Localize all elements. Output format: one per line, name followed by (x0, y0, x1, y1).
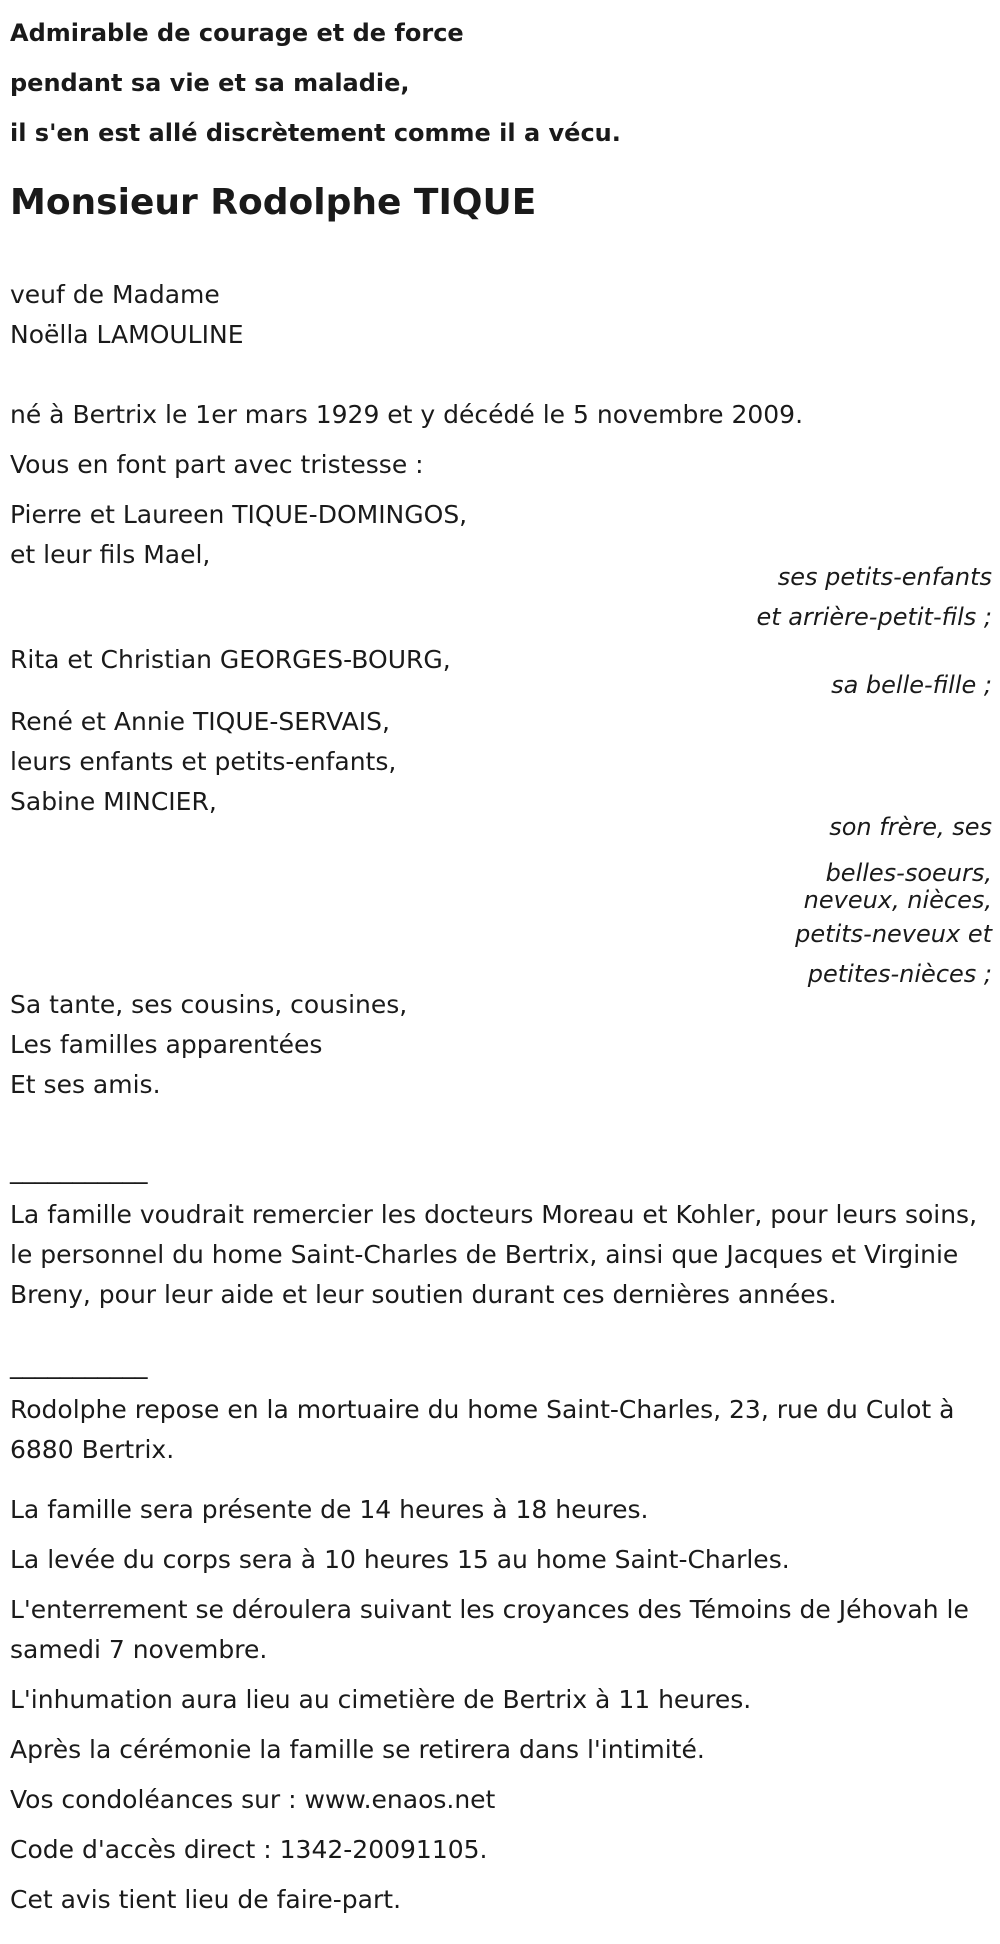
role-line: belles-soeurs, (825, 859, 992, 887)
widow-of (10, 275, 243, 355)
role-line: ses petits-enfants (777, 563, 992, 591)
announcement-line: Vous en font part avec tristesse : (10, 450, 424, 479)
family-line: René et Annie TIQUE-SERVAIS, (10, 707, 390, 736)
role-line: son frère, ses (829, 813, 992, 841)
intro-line: il s'en est allé discrètement comme il a vécu. (10, 119, 621, 147)
detail-paragraph: L'inhumation aura lieu au cimetière de Bertrix à 11 heures. (10, 1685, 752, 1714)
detail-paragraph: Après la cérémonie la famille se retirera dans l'intimité. (10, 1735, 705, 1764)
birth-death-line: né à Bertrix le 1er mars 1929 et y décédé le 5 novembre 2009. (10, 400, 804, 429)
separator-line: ___________ (10, 1350, 148, 1379)
family-role-1 (756, 557, 992, 637)
widow-line: Noëlla LAMOULINE (10, 320, 244, 349)
other-line: Les familles apparentées (10, 1030, 323, 1059)
family-line: et leur fils Mael, (10, 540, 211, 569)
other-relatives (10, 985, 407, 1105)
family-group-3 (10, 702, 396, 822)
detail-paragraph: L'enterrement se déroulera suivant les croyances des Témoins de Jéhovah le samedi 7 novembre. (10, 1595, 969, 1664)
family-group-2: Rita et Christian GEORGES-BOURG, (10, 645, 451, 674)
other-line: Et ses amis. (10, 1070, 161, 1099)
family-line: leurs enfants et petits-enfants, (10, 747, 397, 776)
family-role-2: sa belle-fille ; (831, 671, 992, 699)
role-line: petites-nièces ; (807, 960, 992, 988)
intro-line: pendant sa vie et sa maladie, (10, 69, 410, 97)
role-line: neveux, nièces, (803, 886, 992, 914)
family-line: Sabine MINCIER, (10, 787, 217, 816)
intro-quote (10, 8, 621, 158)
detail-paragraph: La famille sera présente de 14 heures à 18 heures. (10, 1495, 649, 1524)
family-role-3 (795, 807, 992, 994)
widow-line: veuf de Madame (10, 280, 220, 309)
family-line: Pierre et Laureen TIQUE-DOMINGOS, (10, 500, 468, 529)
thanks-paragraph: La famille voudrait remercier les docteurs Moreau et Kohler, pour leurs soins, le personnel du home Saint-Charles de Bertrix, ainsi que Jacques et Virginie Breny, pour leur aide et leur soutien durant ces dernières années. (10, 1200, 978, 1309)
detail-paragraph: La levée du corps sera à 10 heures 15 au home Saint-Charles. (10, 1545, 790, 1574)
family-group-1 (10, 495, 467, 575)
closing-line: Cet avis tient lieu de faire-part. (10, 1885, 402, 1914)
separator-line: ___________ (10, 1155, 148, 1184)
intro-line: Admirable de courage et de force (10, 19, 464, 47)
detail-paragraph: Rodolphe repose en la mortuaire du home Saint-Charles, 23, rue du Culot à 6880 Bertrix. (10, 1395, 955, 1464)
role-line: et arrière-petit-fils ; (756, 603, 992, 631)
access-code-line: Code d'accès direct : 1342-20091105. (10, 1835, 488, 1864)
other-line: Sa tante, ses cousins, cousines, (10, 990, 408, 1019)
condolences-line: Vos condoléances sur : www.enaos.net (10, 1785, 496, 1814)
role-line: petits-neveux et (795, 920, 992, 948)
deceased-name: Monsieur Rodolphe TIQUE (10, 182, 537, 223)
